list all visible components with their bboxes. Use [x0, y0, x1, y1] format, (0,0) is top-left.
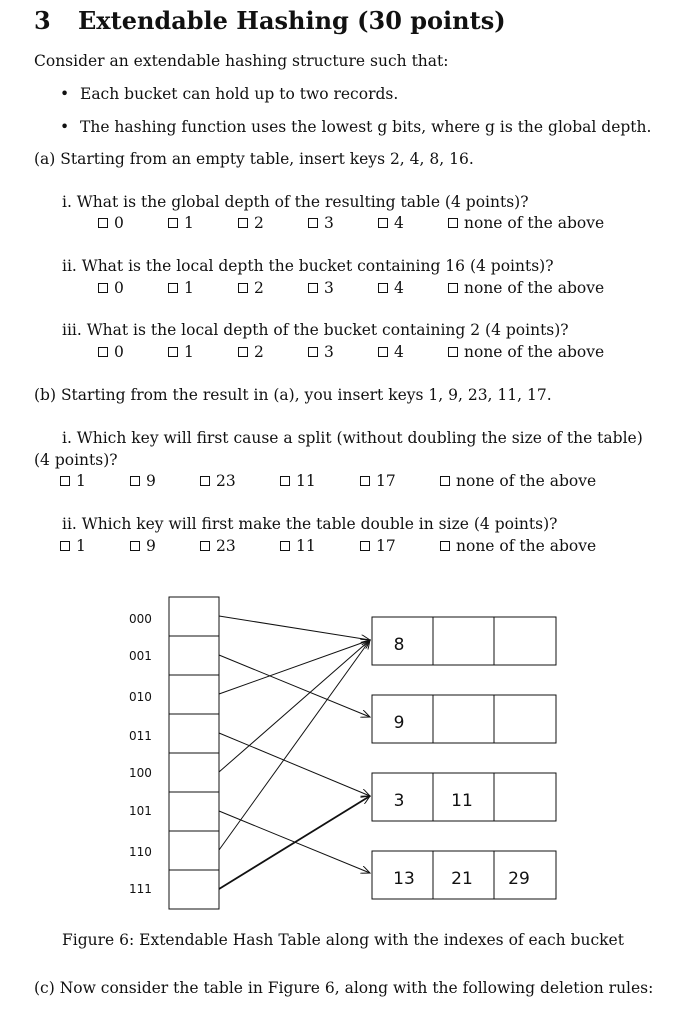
bucket-value: 9	[393, 713, 405, 733]
directory-cell	[169, 636, 219, 675]
option-checkbox[interactable]: none of the above	[440, 472, 596, 490]
option-checkbox[interactable]: 0	[98, 279, 168, 297]
pointer-arrow	[219, 796, 370, 889]
pointer-arrow	[219, 640, 370, 772]
pointer-arrow	[219, 733, 370, 796]
bullet-item: • The hashing function uses the lowest g bits, where g is the global depth.	[80, 118, 651, 136]
section-title: Extendable Hashing (30 points)	[78, 6, 506, 35]
option-checkbox[interactable]: 17	[360, 472, 440, 490]
directory-cell	[169, 597, 219, 636]
part-c-prompt: (c) Now consider the table in Figure 6, along with the following deletion rules:	[34, 979, 654, 997]
directory-cell	[169, 831, 219, 870]
option-checkbox[interactable]: none of the above	[448, 343, 604, 361]
directory-cell	[169, 675, 219, 714]
option-checkbox[interactable]: 2	[238, 343, 308, 361]
option-checkbox[interactable]: 0	[98, 343, 168, 361]
bucket-cell	[494, 695, 556, 743]
option-checkbox[interactable]: 1	[168, 279, 238, 297]
question-a-i: i. What is the global depth of the resulting table (4 points)?	[62, 193, 529, 211]
directory-cell	[169, 714, 219, 753]
option-checkbox[interactable]: 9	[130, 472, 200, 490]
option-checkbox[interactable]: 1	[168, 343, 238, 361]
bucket-cell	[433, 617, 494, 665]
option-checkbox[interactable]: 2	[238, 214, 308, 232]
option-checkbox[interactable]: none of the above	[440, 537, 596, 555]
directory-label: 101	[129, 804, 152, 818]
option-checkbox[interactable]: 4	[378, 279, 448, 297]
bucket-value: 29	[508, 869, 530, 889]
option-checkbox[interactable]: 17	[360, 537, 440, 555]
bucket-value: 13	[393, 869, 415, 889]
option-checkbox[interactable]: none of the above	[448, 214, 604, 232]
part-a-prompt: (a) Starting from an empty table, insert keys 2, 4, 8, 16.	[34, 150, 474, 168]
option-checkbox[interactable]: 3	[308, 279, 378, 297]
directory-label: 100	[129, 766, 152, 780]
figure-caption: Figure 6: Extendable Hash Table along with the indexes of each bucket	[62, 931, 624, 949]
pointer-arrow	[219, 616, 370, 640]
option-checkbox[interactable]: 3	[308, 343, 378, 361]
question-a-iii: iii. What is the local depth of the bucket containing 2 (4 points)?	[62, 321, 569, 339]
question-b-i-line1: i. Which key will first cause a split (without doubling the size of the table)	[62, 429, 643, 447]
directory-cell	[169, 753, 219, 792]
bucket-cell	[433, 695, 494, 743]
question-a-ii: ii. What is the local depth the bucket containing 16 (4 points)?	[62, 257, 554, 275]
option-checkbox[interactable]: 3	[308, 214, 378, 232]
bucket-value: 11	[451, 791, 473, 811]
bullet-item: • Each bucket can hold up to two records.	[80, 85, 398, 103]
directory-label: 110	[129, 845, 152, 859]
directory-label: 010	[129, 690, 152, 704]
intro-text: Consider an extendable hashing structure such that:	[34, 52, 449, 70]
directory-cell	[169, 792, 219, 831]
option-checkbox[interactable]: 4	[378, 343, 448, 361]
option-checkbox[interactable]: 0	[98, 214, 168, 232]
pointer-arrow	[219, 640, 370, 850]
option-checkbox[interactable]: 11	[280, 537, 360, 555]
question-b-i-line2: (4 points)?	[34, 451, 118, 469]
part-b-prompt: (b) Starting from the result in (a), you insert keys 1, 9, 23, 11, 17.	[34, 386, 552, 404]
option-checkbox[interactable]: 1	[60, 472, 130, 490]
bucket-cell	[494, 617, 556, 665]
option-checkbox[interactable]: 4	[378, 214, 448, 232]
option-checkbox[interactable]: 1	[60, 537, 130, 555]
directory-cell	[169, 870, 219, 909]
option-checkbox[interactable]: 9	[130, 537, 200, 555]
option-checkbox[interactable]: 2	[238, 279, 308, 297]
option-checkbox[interactable]: 23	[200, 537, 280, 555]
option-checkbox[interactable]: 1	[168, 214, 238, 232]
directory-label: 111	[129, 882, 152, 896]
option-checkbox[interactable]: 11	[280, 472, 360, 490]
option-checkbox[interactable]: 23	[200, 472, 280, 490]
directory-label: 001	[129, 649, 152, 663]
bucket-value: 3	[393, 791, 405, 811]
option-checkbox[interactable]: none of the above	[448, 279, 604, 297]
bucket-value: 8	[393, 635, 405, 655]
bucket-cell	[494, 773, 556, 821]
bucket-value: 21	[451, 869, 473, 889]
section-number: 3	[34, 6, 51, 35]
directory-label: 011	[129, 729, 152, 743]
question-b-ii: ii. Which key will first make the table double in size (4 points)?	[62, 515, 558, 533]
directory-label: 000	[129, 612, 152, 626]
